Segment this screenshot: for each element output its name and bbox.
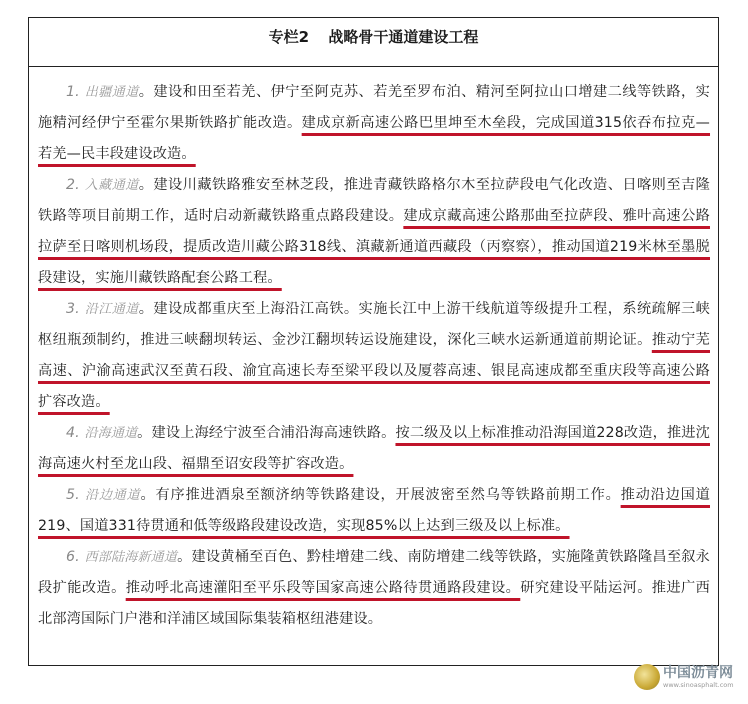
watermark-text	[663, 665, 734, 689]
paragraph-text: 研究建设平陆运河。推进广西北部湾国际门户港和洋浦区域国际集装箱枢纽港建设。	[38, 580, 710, 627]
paragraph-index: 4.	[66, 425, 80, 441]
paragraph-1	[38, 77, 710, 170]
highlighted-text: 建成京藏高速公路那曲至拉萨段、雅叶高速公路拉萨至日喀则机场段，提质改造川藏公路318线、滇藏新通道西藏段（丙察察），推动国道219米林至墨脱段建设，实施川藏铁路配套公路工程。	[38, 208, 710, 286]
paragraph-text: 。有序推进酒泉至额济纳等铁路建设，开展波密至然乌等铁路前期工作。	[140, 487, 621, 503]
paragraph-index: 3.	[66, 301, 80, 317]
highlighted-text: 按二级及以上标准推动沿海国道228改造，推进沈海高速火村至龙山段、福鼎至诏安段等扩容改造。	[38, 425, 710, 472]
paragraph-category: 西部陆海新通道	[84, 550, 178, 565]
highlighted-text: 建成京新高速公路巴里坤至木垒段，完成国道315依吞布拉克—若羌—民丰段建设改造。	[38, 115, 711, 162]
asphalt-logo-icon	[634, 664, 660, 690]
paragraph-5	[38, 480, 710, 542]
paragraph-category: 沿江通道	[84, 302, 139, 317]
paragraph-text: 。建设上海经宁波至合浦沿海高速铁路。	[137, 425, 396, 441]
paragraph-text: 。建设成都重庆至上海沿江高铁。实施长江中上游干线航道等级提升工程，系统疏解三峡枢纽瓶颈制约，推进三峡翻坝转运、金沙江翻坝转运设施建设，深化三峡水运新通道前期论证。	[38, 301, 710, 348]
paragraph-6	[38, 542, 710, 635]
paragraph-category: 沿海通道	[84, 426, 138, 441]
paragraph-index: 6.	[66, 549, 80, 565]
paragraph-index: 5.	[66, 487, 80, 503]
special-column-box	[28, 17, 719, 666]
column-label: 专栏2	[268, 28, 310, 46]
column-header	[29, 18, 718, 67]
column-title: 战略骨干通道建设工程	[328, 28, 479, 46]
paragraph-text: 。建设川藏铁路雅安至林芝段，推进青藏铁路格尔木至拉萨段电气化改造、日喀则至吉隆铁路等项目前期工作，适时启动新藏铁路重点路段建设。	[38, 177, 710, 224]
paragraph-4	[38, 418, 710, 480]
highlighted-text: 推动宁芜高速、沪渝高速武汉至黄石段、渝宜高速长寿至梁平段以及厦蓉高速、银昆高速成都至重庆段等高速公路扩容改造。	[38, 332, 710, 410]
paragraph-text: 。建设黄桶至百色、黔桂增建二线、南防增建二线等铁路，实施隆黄铁路隆昌至叙永段扩能改造。	[38, 549, 710, 596]
paragraph-index: 1.	[66, 84, 80, 100]
paragraph-category: 入藏通道	[84, 178, 139, 193]
highlighted-text: 推动呼北高速灌阳至平乐段等国家高速公路待贯通路段建设。	[125, 580, 521, 596]
watermark	[634, 664, 734, 690]
paragraph-2	[38, 170, 710, 294]
column-body	[29, 67, 718, 635]
paragraph-category: 沿边通道	[85, 488, 141, 503]
highlighted-text: 推动沿边国道219、国道331待贯通和低等级路段建设改造，实现85%以上达到三级及以上标准。	[38, 487, 710, 534]
paragraph-index: 2.	[66, 177, 80, 193]
watermark-url: www.sinoasphalt.com	[663, 681, 734, 689]
watermark-name: 中国沥青网	[663, 665, 733, 681]
paragraph-3	[38, 294, 710, 418]
paragraph-category: 出疆通道	[84, 85, 139, 100]
paragraph-text: 。建设和田至若羌、伊宁至阿克苏、若羌至罗布泊、精河至阿拉山口增建二线等铁路，实施精河经伊宁至霍尔果斯铁路扩能改造。	[38, 84, 710, 131]
